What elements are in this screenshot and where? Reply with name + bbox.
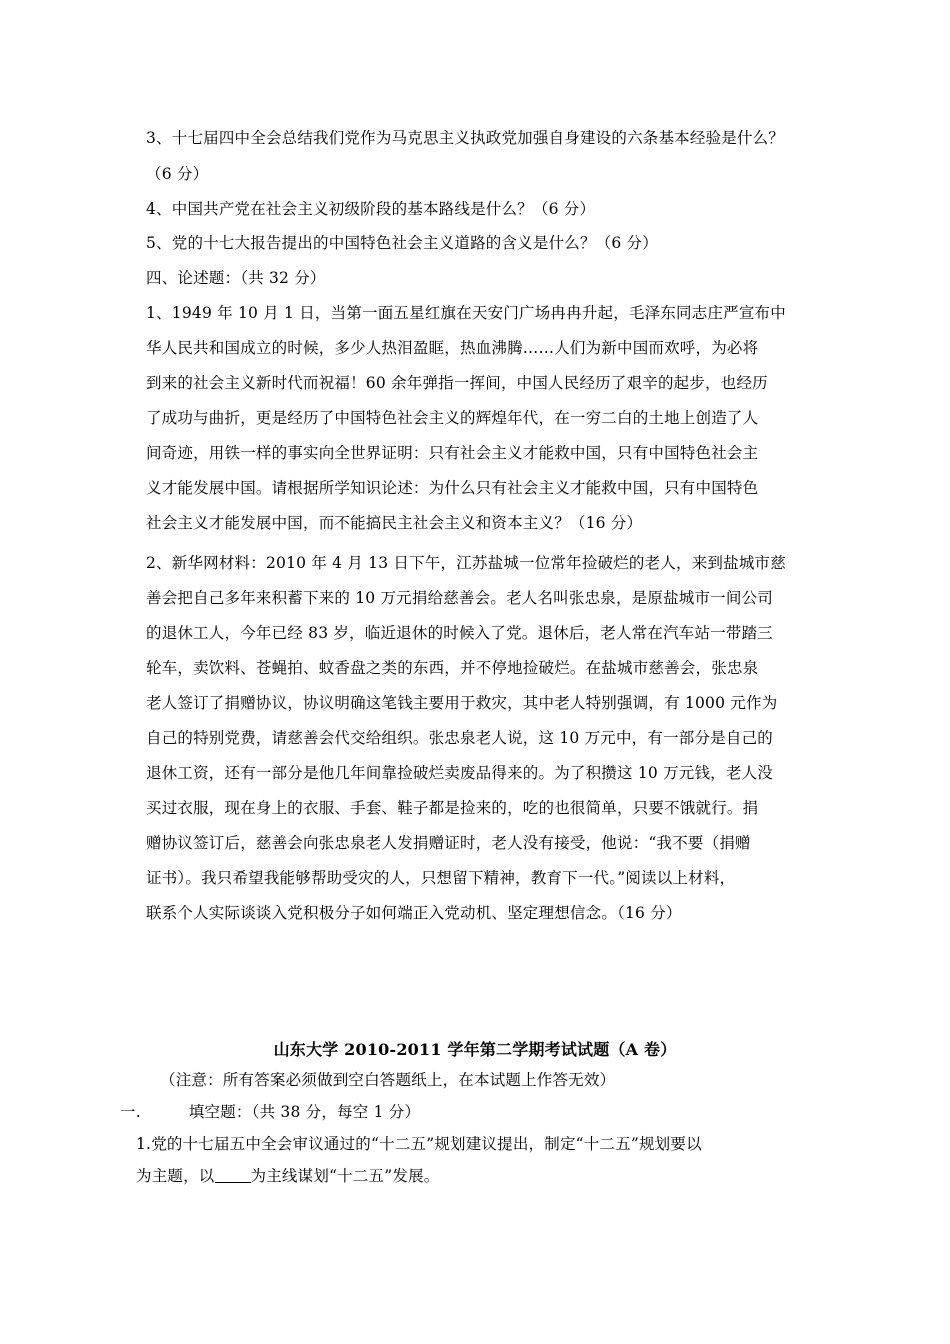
question-3-score: （6 分） xyxy=(146,165,209,183)
question-3: 3、十七届四中全会总结我们党作为马克思主义执政党加强自身建设的六条基本经验是什么？ xyxy=(146,129,785,147)
essay-1-line: 1、1949 年 10 月 1 日，当第一面五星红旗在天安门广场冉冉升起，毛泽东同志庄严宣布中 xyxy=(146,304,786,322)
essay-2-line: 自己的特别党费，请慈善会代交给组织。张忠泉老人说，这 10 万元中，有一部分是自己的 xyxy=(146,729,773,747)
fill-question-1-line1: 1.党的十七届五中全会审议通过的“十二五”规划建议提出，制定“十二五”规划要以 xyxy=(136,1135,702,1153)
essay-2-line: 轮车，卖饮料、苍蝇拍、蚊香盘之类的东西，并不停地捡破烂。在盐城市慈善会，张忠泉 xyxy=(146,659,759,677)
essay-1-line: 间奇迹，用铁一样的事实向全世界证明：只有社会主义才能救中国，只有中国特色社会主 xyxy=(146,444,759,462)
essay-2-line: 老人签订了捐赠协议，协议明确这笔钱主要用于救灾，其中老人特别强调，有 1000 元作为 xyxy=(146,694,778,712)
exam-notice: （注意：所有答案必须做到空白答题纸上，在本试题上作答无效） xyxy=(160,1071,616,1089)
section-number: 一. xyxy=(120,1103,141,1121)
essay-2-line: 买过衣服，现在身上的衣服、手套、鞋子都是捡来的，吃的也很简单，只要不饿就行。捐 xyxy=(146,799,759,817)
essay-2-line: 证书）。我只希望我能够帮助受灾的人，只想留下精神，教育下一代。”阅读以上材料， xyxy=(146,869,736,887)
question-4: 4、中国共产党在社会主义初级阶段的基本路线是什么？（6 分） xyxy=(146,200,596,218)
essay-1-line: 到来的社会主义新时代而祝福！60 余年弹指一挥间，中国人民经历了艰辛的起步，也经历 xyxy=(146,374,768,392)
essay-2-line: 2、新华网材料：2010 年 4 月 13 日下午，江苏盐城一位常年捡破烂的老人，来到盐城市慈 xyxy=(146,554,786,572)
essay-2-line: 善会把自己多年来积蓄下来的 10 万元捐给慈善会。老人名叫张忠泉，是原盐城市一间公司 xyxy=(146,589,773,607)
section-heading-fill xyxy=(120,1102,420,1122)
essay-2-line: 联系个人实际谈谈入党积极分子如何端正入党动机、坚定理想信念。（16 分） xyxy=(146,904,682,922)
exam-title: 山东大学 2010-2011 学年第二学期考试试题（A 卷） xyxy=(273,1040,677,1059)
section-heading-essay: 四、论述题：（共 32 分） xyxy=(146,269,326,287)
essay-1-line: 华人民共和国成立的时候，多少人热泪盈眶，热血沸腾……人们为新中国而欢呼，为必将 xyxy=(146,339,759,357)
essay-2-line: 退休工资，还有一部分是他几年间靠捡破烂卖废品得来的。为了积攒这 10 万元钱，老人没 xyxy=(146,764,773,782)
essay-2-line: 赠协议签订后，慈善会向张忠泉老人发捐赠证时，老人没有接受，他说：“我不要（捐赠 xyxy=(146,834,751,852)
essay-1-line: 了成功与曲折，更是经历了中国特色社会主义的辉煌年代，在一穷二白的土地上创造了人 xyxy=(146,409,759,427)
fill-question-1-line2: 为主题，以 为主线谋划“十二五”发展。 xyxy=(136,1167,440,1185)
section-title: 填空题：（共 38 分，每空 1 分） xyxy=(188,1103,421,1121)
essay-1-line: 义才能发展中国。请根据所学知识论述：为什么只有社会主义才能救中国，只有中国特色 xyxy=(146,479,759,497)
essay-2-line: 的退休工人，今年已经 83 岁，临近退休的时候入了党。退休后，老人常在汽车站一带踏三 xyxy=(146,624,773,642)
question-5: 5、党的十七大报告提出的中国特色社会主义道路的含义是什么？（6 分） xyxy=(146,234,658,252)
answer-blank[interactable] xyxy=(215,1168,251,1183)
essay-1-line: 社会主义才能发展中国，而不能搞民主社会主义和资本主义？（16 分） xyxy=(146,514,643,532)
